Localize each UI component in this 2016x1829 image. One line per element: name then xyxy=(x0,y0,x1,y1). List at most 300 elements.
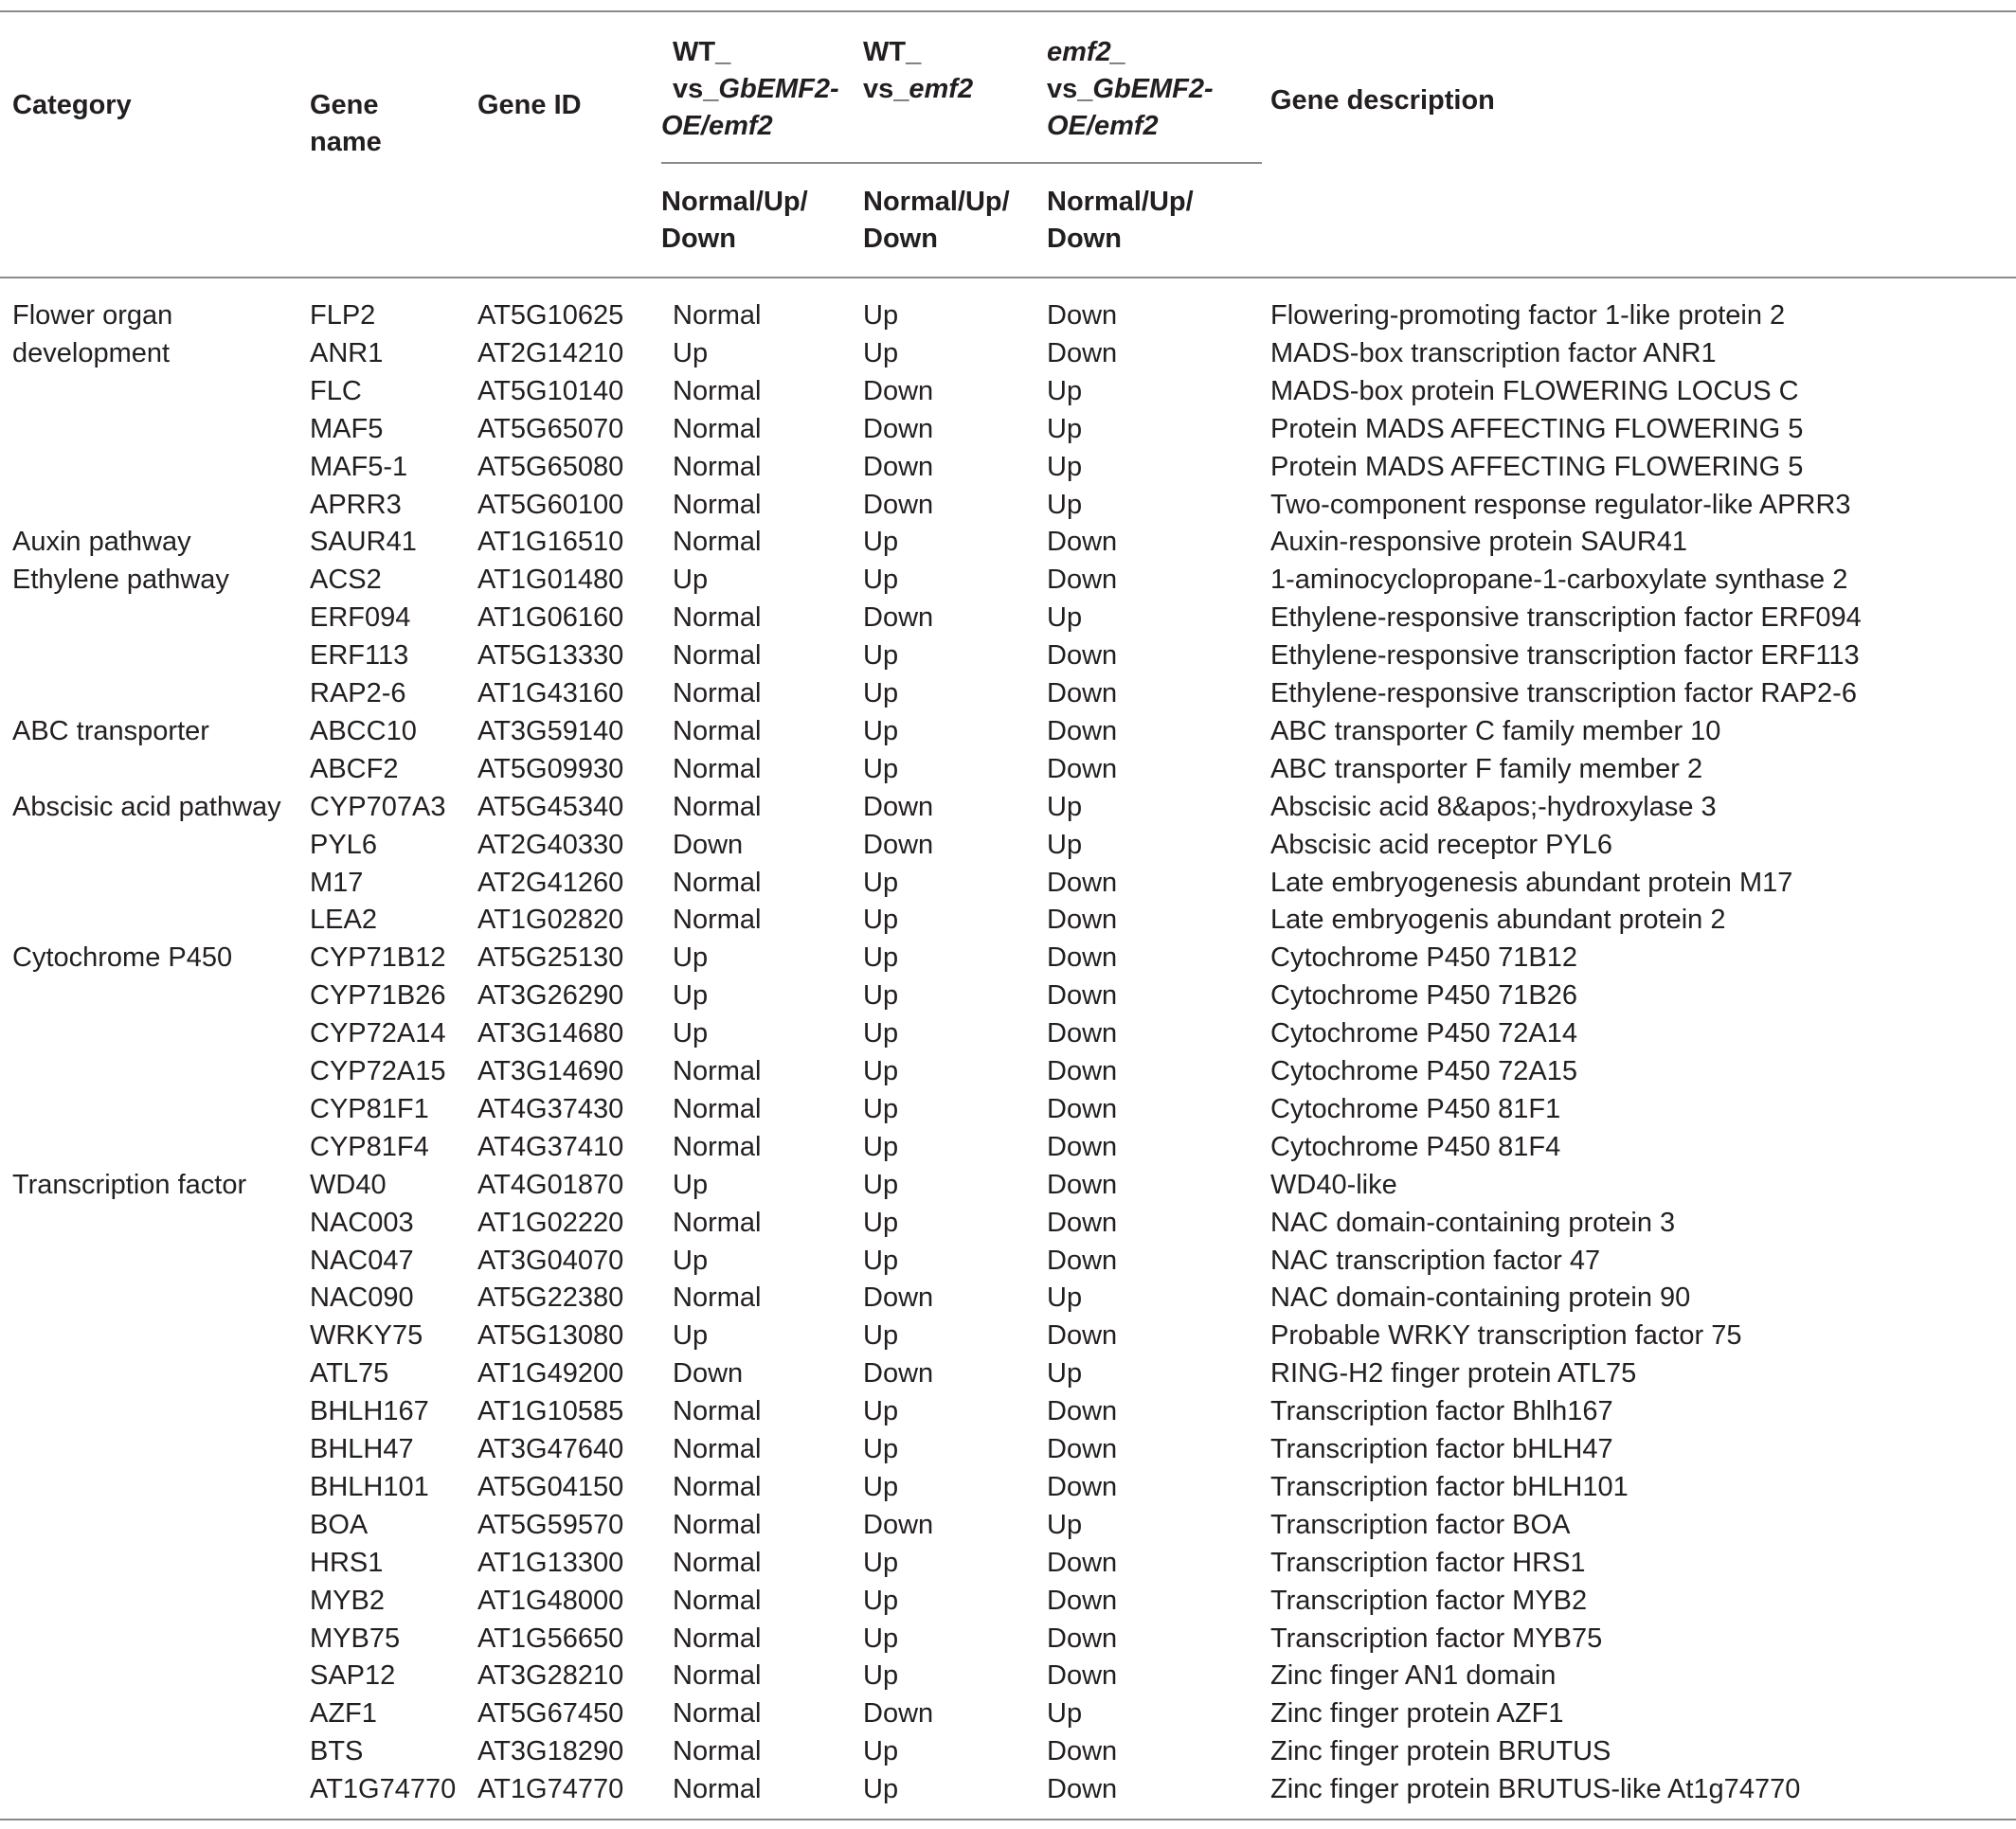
cmp2-status-cell: Down xyxy=(863,489,934,520)
cmp2-status-cell: Up xyxy=(863,1018,899,1049)
cmp2-status-cell: Up xyxy=(863,1547,899,1578)
gene-name-cell: CYP71B12 xyxy=(310,942,446,974)
cmp1-status-cell: Normal xyxy=(673,1282,762,1314)
cmp1-status-cell: Normal xyxy=(673,678,762,708)
cmp3-status-cell: Down xyxy=(1047,1471,1118,1502)
table-row xyxy=(0,1431,2016,1469)
gene-name-cell: ABCC10 xyxy=(310,715,417,746)
gene-id-cell: AT1G49200 xyxy=(477,1358,624,1390)
gene-id-cell: AT5G13080 xyxy=(477,1320,624,1352)
header-cmp2-line2: vs_emf2 xyxy=(863,74,974,104)
table-row xyxy=(0,751,2016,789)
cmp2-status-cell: Down xyxy=(863,602,934,634)
gene-description-cell: Late embryogenesis abundant protein M17 xyxy=(1270,867,1793,898)
header-gene-id: Gene ID xyxy=(477,90,582,120)
gene-id-cell: AT3G18290 xyxy=(477,1736,624,1767)
gene-name-cell: NAC090 xyxy=(310,1282,414,1314)
cmp1-status-cell: Up xyxy=(673,1320,709,1352)
cmp1-status-cell: Normal xyxy=(673,791,762,822)
cmp3-status-cell: Down xyxy=(1047,1320,1118,1352)
cmp1-status-cell: Normal xyxy=(673,602,762,634)
table-top-rule xyxy=(0,10,2016,12)
gene-id-cell: AT5G60100 xyxy=(477,489,624,520)
table-row xyxy=(0,1771,2016,1809)
gene-name-cell: BHLH101 xyxy=(310,1471,429,1502)
cmp2-status-cell: Down xyxy=(863,1698,934,1730)
gene-name-cell: NAC047 xyxy=(310,1245,414,1276)
gene-name-cell: CYP71B26 xyxy=(310,980,446,1012)
gene-description-cell: Protein MADS AFFECTING FLOWERING 5 xyxy=(1270,451,1804,482)
gene-description-cell: Ethylene-responsive transcription factor ERF094 xyxy=(1270,602,1862,634)
table-row xyxy=(0,600,2016,637)
gene-description-cell: Transcription factor Bhlh167 xyxy=(1270,1396,1613,1427)
header-cmp1-line3: OE/emf2 xyxy=(661,111,773,141)
gene-description-cell: Cytochrome P450 72A15 xyxy=(1270,1056,1578,1086)
cmp3-status-cell: Down xyxy=(1047,715,1118,746)
gene-id-cell: AT1G01480 xyxy=(477,565,624,596)
gene-description-cell: NAC transcription factor 47 xyxy=(1270,1245,1601,1276)
gene-name-cell: CYP81F4 xyxy=(310,1131,429,1162)
cmp1-status-cell: Normal xyxy=(673,300,762,331)
gene-name-cell: BTS xyxy=(310,1736,364,1767)
gene-id-cell: AT1G48000 xyxy=(477,1585,624,1616)
table-row xyxy=(0,1243,2016,1281)
gene-name-cell: ANR1 xyxy=(310,337,384,368)
gene-id-cell: AT1G16510 xyxy=(477,527,624,558)
table-row xyxy=(0,1583,2016,1621)
category-cell: Abscisic acid pathway xyxy=(12,791,281,822)
cmp2-status-cell: Up xyxy=(863,1774,899,1805)
table-row xyxy=(0,297,2016,335)
table-row xyxy=(0,1091,2016,1129)
cmp3-status-cell: Up xyxy=(1047,413,1083,444)
table-row xyxy=(0,449,2016,487)
gene-description-cell: Zinc finger protein BRUTUS-like At1g74770 xyxy=(1270,1774,1801,1805)
gene-name-cell: FLP2 xyxy=(310,300,376,331)
gene-description-cell: Abscisic acid 8&apos;-hydroxylase 3 xyxy=(1270,791,1717,822)
category-cell: Ethylene pathway xyxy=(12,565,229,596)
gene-id-cell: AT5G45340 xyxy=(477,791,624,822)
header-cmp3-line3: OE/emf2 xyxy=(1047,111,1159,141)
gene-description-cell: Cytochrome P450 71B12 xyxy=(1270,942,1578,974)
cmp1-status-cell: Normal xyxy=(673,527,762,558)
cmp1-status-cell: Normal xyxy=(673,640,762,672)
cmp3-status-cell: Down xyxy=(1047,905,1118,936)
gene-id-cell: AT3G47640 xyxy=(477,1434,624,1464)
gene-id-cell: AT1G10585 xyxy=(477,1396,624,1427)
cmp1-status-cell: Up xyxy=(673,1245,709,1276)
header-cmp3-line2: vs_GbEMF2- xyxy=(1047,74,1214,104)
cmp3-status-cell: Up xyxy=(1047,1282,1083,1314)
cmp3-status-cell: Down xyxy=(1047,1774,1118,1805)
cmp3-status-cell: Up xyxy=(1047,375,1083,406)
cmp2-status-cell: Up xyxy=(863,1320,899,1352)
cmp1-status-cell: Normal xyxy=(673,1093,762,1124)
gene-description-cell: Auxin-responsive protein SAUR41 xyxy=(1270,527,1688,558)
table-row xyxy=(0,1545,2016,1583)
cmp1-status-cell: Normal xyxy=(673,1623,762,1654)
cmp2-status-cell: Up xyxy=(863,1207,899,1238)
cmp1-status-cell: Down xyxy=(673,1358,744,1390)
table-row xyxy=(0,1469,2016,1507)
cmp3-status-cell: Down xyxy=(1047,300,1118,331)
table-row xyxy=(0,411,2016,449)
gene-id-cell: AT1G56650 xyxy=(477,1623,624,1654)
gene-name-cell: AZF1 xyxy=(310,1698,377,1730)
gene-name-cell: ERF113 xyxy=(310,640,409,672)
gene-name-cell: PYL6 xyxy=(310,829,377,860)
header-sub2-line2: Down xyxy=(863,224,938,254)
header-gene-name-line2: name xyxy=(310,127,382,157)
gene-id-cell: AT1G02820 xyxy=(477,905,624,936)
table-row xyxy=(0,1733,2016,1771)
cmp1-status-cell: Up xyxy=(673,565,709,596)
header-cmp3-line1: emf2_ xyxy=(1047,37,1126,67)
table-row xyxy=(0,1507,2016,1545)
table-row xyxy=(0,940,2016,977)
gene-description-cell: MADS-box transcription factor ANR1 xyxy=(1270,337,1717,368)
cmp1-status-cell: Up xyxy=(673,1169,709,1200)
cmp3-status-cell: Down xyxy=(1047,565,1118,596)
cmp1-status-cell: Normal xyxy=(673,375,762,406)
gene-id-cell: AT3G26290 xyxy=(477,980,624,1012)
gene-name-cell: WRKY75 xyxy=(310,1320,423,1352)
cmp2-status-cell: Up xyxy=(863,715,899,746)
cmp2-status-cell: Up xyxy=(863,753,899,784)
gene-id-cell: AT5G25130 xyxy=(477,942,624,974)
gene-description-cell: Zinc finger AN1 domain xyxy=(1270,1660,1557,1692)
cmp3-status-cell: Down xyxy=(1047,1207,1118,1238)
gene-id-cell: AT1G74770 xyxy=(477,1774,624,1805)
cmp2-status-cell: Up xyxy=(863,1245,899,1276)
table-row xyxy=(0,827,2016,865)
gene-description-cell: Zinc finger protein AZF1 xyxy=(1270,1698,1564,1730)
cmp2-status-cell: Down xyxy=(863,1509,934,1540)
table-row xyxy=(0,373,2016,411)
cmp1-status-cell: Down xyxy=(673,829,744,860)
gene-id-cell: AT4G37410 xyxy=(477,1131,624,1162)
gene-id-cell: AT3G59140 xyxy=(477,715,624,746)
cmp1-status-cell: Normal xyxy=(673,905,762,936)
gene-name-cell: M17 xyxy=(310,867,364,898)
gene-id-cell: AT5G67450 xyxy=(477,1698,624,1730)
gene-name-cell: ERF094 xyxy=(310,602,411,634)
gene-name-cell: FLC xyxy=(310,375,362,406)
cmp3-status-cell: Up xyxy=(1047,489,1083,520)
cmp3-status-cell: Down xyxy=(1047,1396,1118,1427)
gene-name-cell: HRS1 xyxy=(310,1547,384,1578)
cmp1-status-cell: Normal xyxy=(673,413,762,444)
table-row xyxy=(0,1658,2016,1695)
gene-id-cell: AT2G41260 xyxy=(477,867,624,898)
gene-name-cell: CYP72A15 xyxy=(310,1056,446,1086)
table-bottom-rule xyxy=(0,1819,2016,1820)
gene-description-cell: WD40-like xyxy=(1270,1169,1397,1200)
cmp1-status-cell: Normal xyxy=(673,1396,762,1427)
table-row xyxy=(0,1129,2016,1167)
gene-description-cell: Abscisic acid receptor PYL6 xyxy=(1270,829,1613,860)
cmp3-status-cell: Down xyxy=(1047,753,1118,784)
gene-name-cell: ACS2 xyxy=(310,565,382,596)
table-row xyxy=(0,865,2016,903)
table-row xyxy=(0,977,2016,1015)
gene-id-cell: AT5G59570 xyxy=(477,1509,624,1540)
table-row xyxy=(0,675,2016,713)
cmp3-status-cell: Down xyxy=(1047,640,1118,672)
cmp2-status-cell: Up xyxy=(863,1093,899,1124)
gene-description-cell: Probable WRKY transcription factor 75 xyxy=(1270,1320,1742,1352)
cmp1-status-cell: Normal xyxy=(673,753,762,784)
gene-description-cell: 1-aminocyclopropane-1-carboxylate synthase 2 xyxy=(1270,565,1848,596)
cmp3-status-cell: Up xyxy=(1047,451,1083,482)
cmp3-status-cell: Down xyxy=(1047,678,1118,708)
gene-id-cell: AT5G65080 xyxy=(477,451,624,482)
cmp2-status-cell: Up xyxy=(863,1660,899,1692)
cmp1-status-cell: Normal xyxy=(673,1509,762,1540)
gene-name-cell: MAF5-1 xyxy=(310,451,408,482)
table-row xyxy=(0,1355,2016,1393)
gene-id-cell: AT1G13300 xyxy=(477,1547,624,1578)
table-row xyxy=(0,1695,2016,1733)
gene-description-cell: Ethylene-responsive transcription factor ERF113 xyxy=(1270,640,1860,672)
gene-name-cell: MYB75 xyxy=(310,1623,401,1654)
cmp3-status-cell: Down xyxy=(1047,1018,1118,1049)
cmp2-status-cell: Down xyxy=(863,1282,934,1314)
gene-description-cell: Transcription factor MYB2 xyxy=(1270,1585,1588,1616)
table-row xyxy=(0,1015,2016,1053)
gene-name-cell: MYB2 xyxy=(310,1585,385,1616)
gene-name-cell: SAUR41 xyxy=(310,527,417,558)
gene-description-cell: Transcription factor MYB75 xyxy=(1270,1623,1603,1654)
gene-name-cell: NAC003 xyxy=(310,1207,414,1238)
table-row xyxy=(0,789,2016,827)
cmp3-status-cell: Down xyxy=(1047,1547,1118,1578)
gene-id-cell: AT3G14680 xyxy=(477,1018,624,1049)
header-sub1-line1: Normal/Up/ xyxy=(661,187,808,217)
cmp2-status-cell: Down xyxy=(863,375,934,406)
gene-description-cell: Cytochrome P450 81F4 xyxy=(1270,1131,1561,1162)
cmp2-status-cell: Up xyxy=(863,678,899,708)
gene-id-cell: AT3G28210 xyxy=(477,1660,624,1692)
gene-id-cell: AT1G06160 xyxy=(477,602,624,634)
cmp3-status-cell: Down xyxy=(1047,867,1118,898)
gene-name-cell: ABCF2 xyxy=(310,753,399,784)
gene-name-cell: CYP72A14 xyxy=(310,1018,446,1049)
cmp2-status-cell: Up xyxy=(863,1169,899,1200)
gene-description-cell: Flowering-promoting factor 1-like protein 2 xyxy=(1270,300,1786,331)
gene-description-cell: Transcription factor BOA xyxy=(1270,1509,1571,1540)
gene-id-cell: AT5G04150 xyxy=(477,1471,624,1502)
gene-id-cell: AT2G14210 xyxy=(477,337,624,368)
gene-description-cell: ABC transporter F family member 2 xyxy=(1270,753,1703,784)
gene-id-cell: AT5G10625 xyxy=(477,300,624,331)
gene-id-cell: AT3G04070 xyxy=(477,1245,624,1276)
header-cmp1-line2: vs_GbEMF2- xyxy=(673,74,839,104)
gene-id-cell: AT1G43160 xyxy=(477,678,624,708)
header-bottom-rule xyxy=(0,277,2016,278)
cmp3-status-cell: Up xyxy=(1047,1358,1083,1390)
cmp3-status-cell: Up xyxy=(1047,791,1083,822)
table-row xyxy=(0,562,2016,600)
cmp2-status-cell: Up xyxy=(863,640,899,672)
gene-id-cell: AT1G02220 xyxy=(477,1207,624,1238)
gene-name-cell: RAP2-6 xyxy=(310,678,406,708)
gene-description-cell: Two-component response regulator-like APRR3 xyxy=(1270,489,1851,520)
gene-description-cell: Transcription factor HRS1 xyxy=(1270,1547,1586,1578)
cmp1-status-cell: Normal xyxy=(673,1698,762,1730)
cmp3-status-cell: Up xyxy=(1047,602,1083,634)
header-sub3-line2: Down xyxy=(1047,224,1122,254)
category-cell: Cytochrome P450 xyxy=(12,942,233,974)
gene-description-cell: Transcription factor bHLH47 xyxy=(1270,1434,1613,1464)
cmp1-status-cell: Up xyxy=(673,942,709,974)
cmp1-status-cell: Normal xyxy=(673,715,762,746)
cmp2-status-cell: Down xyxy=(863,451,934,482)
header-gene-description: Gene description xyxy=(1270,85,1495,116)
table-row xyxy=(0,637,2016,675)
table-row xyxy=(0,1053,2016,1091)
header-sub2-line1: Normal/Up/ xyxy=(863,187,1010,217)
cmp2-status-cell: Up xyxy=(863,867,899,898)
cmp2-status-cell: Up xyxy=(863,300,899,331)
gene-description-cell: NAC domain-containing protein 90 xyxy=(1270,1282,1691,1314)
gene-name-cell: CYP707A3 xyxy=(310,791,446,822)
cmp2-status-cell: Up xyxy=(863,905,899,936)
cmp2-status-cell: Up xyxy=(863,527,899,558)
comparison-header-rule xyxy=(661,162,1262,164)
table-row xyxy=(0,1393,2016,1431)
gene-name-cell: AT1G74770 xyxy=(310,1774,457,1805)
gene-id-cell: AT4G37430 xyxy=(477,1093,624,1124)
cmp1-status-cell: Normal xyxy=(673,1660,762,1692)
cmp1-status-cell: Normal xyxy=(673,1471,762,1502)
cmp2-status-cell: Down xyxy=(863,829,934,860)
cmp2-status-cell: Up xyxy=(863,980,899,1012)
cmp2-status-cell: Up xyxy=(863,1585,899,1616)
cmp3-status-cell: Up xyxy=(1047,1509,1083,1540)
gene-description-cell: Protein MADS AFFECTING FLOWERING 5 xyxy=(1270,413,1804,444)
gene-id-cell: AT5G09930 xyxy=(477,753,624,784)
gene-name-cell: BOA xyxy=(310,1509,369,1540)
header-cmp1-line1: WT_ xyxy=(673,37,731,67)
cmp3-status-cell: Up xyxy=(1047,829,1083,860)
gene-name-cell: BHLH167 xyxy=(310,1396,429,1427)
gene-description-cell: Cytochrome P450 72A14 xyxy=(1270,1018,1578,1049)
gene-name-cell: LEA2 xyxy=(310,905,377,936)
table-row xyxy=(0,1167,2016,1205)
cmp2-status-cell: Up xyxy=(863,1434,899,1464)
cmp3-status-cell: Down xyxy=(1047,1660,1118,1692)
gene-id-cell: AT5G65070 xyxy=(477,413,624,444)
gene-description-cell: MADS-box protein FLOWERING LOCUS C xyxy=(1270,375,1799,406)
cmp2-status-cell: Up xyxy=(863,1056,899,1086)
cmp2-status-cell: Down xyxy=(863,413,934,444)
gene-id-cell: AT4G01870 xyxy=(477,1169,624,1200)
gene-name-cell: SAP12 xyxy=(310,1660,396,1692)
cmp1-status-cell: Normal xyxy=(673,1131,762,1162)
cmp1-status-cell: Normal xyxy=(673,867,762,898)
header-gene-name-line1: Gene xyxy=(310,90,379,120)
gene-description-cell: Cytochrome P450 81F1 xyxy=(1270,1093,1561,1124)
cmp2-status-cell: Up xyxy=(863,942,899,974)
gene-id-cell: AT5G13330 xyxy=(477,640,624,672)
gene-id-cell: AT5G10140 xyxy=(477,375,624,406)
cmp1-status-cell: Normal xyxy=(673,1056,762,1086)
gene-description-cell: ABC transporter C family member 10 xyxy=(1270,715,1721,746)
cmp3-status-cell: Down xyxy=(1047,1131,1118,1162)
cmp3-status-cell: Down xyxy=(1047,1169,1118,1200)
table-row xyxy=(0,487,2016,525)
header-sub3-line1: Normal/Up/ xyxy=(1047,187,1194,217)
cmp1-status-cell: Normal xyxy=(673,1547,762,1578)
gene-description-cell: Late embryogenis abundant protein 2 xyxy=(1270,905,1726,936)
gene-name-cell: ATL75 xyxy=(310,1358,389,1390)
table-row xyxy=(0,713,2016,751)
cmp2-status-cell: Down xyxy=(863,1358,934,1390)
cmp2-status-cell: Down xyxy=(863,791,934,822)
table-row xyxy=(0,1280,2016,1318)
cmp1-status-cell: Normal xyxy=(673,1434,762,1464)
cmp3-status-cell: Down xyxy=(1047,1434,1118,1464)
cmp1-status-cell: Normal xyxy=(673,1585,762,1616)
gene-id-cell: AT2G40330 xyxy=(477,829,624,860)
gene-name-cell: MAF5 xyxy=(310,413,384,444)
cmp3-status-cell: Down xyxy=(1047,1056,1118,1086)
gene-id-cell: AT3G14690 xyxy=(477,1056,624,1086)
cmp1-status-cell: Normal xyxy=(673,1736,762,1767)
cmp2-status-cell: Up xyxy=(863,1396,899,1427)
cmp1-status-cell: Normal xyxy=(673,489,762,520)
gene-description-cell: Zinc finger protein BRUTUS xyxy=(1270,1736,1611,1767)
table-row xyxy=(0,902,2016,940)
gene-id-cell: AT5G22380 xyxy=(477,1282,624,1314)
header-sub1-line2: Down xyxy=(661,224,736,254)
cmp2-status-cell: Up xyxy=(863,1471,899,1502)
category-cell: ABC transporter xyxy=(12,715,209,746)
gene-name-cell: WD40 xyxy=(310,1169,387,1200)
cmp3-status-cell: Down xyxy=(1047,980,1118,1012)
cmp1-status-cell: Up xyxy=(673,337,709,368)
cmp2-status-cell: Up xyxy=(863,565,899,596)
table-row xyxy=(0,1205,2016,1243)
cmp2-status-cell: Up xyxy=(863,1131,899,1162)
category-cell: development xyxy=(12,337,171,368)
cmp3-status-cell: Down xyxy=(1047,1623,1118,1654)
cmp3-status-cell: Down xyxy=(1047,942,1118,974)
cmp1-status-cell: Normal xyxy=(673,1774,762,1805)
table-row xyxy=(0,1318,2016,1355)
gene-description-cell: NAC domain-containing protein 3 xyxy=(1270,1207,1676,1238)
gene-name-cell: APRR3 xyxy=(310,489,402,520)
category-cell: Auxin pathway xyxy=(12,527,191,558)
cmp3-status-cell: Up xyxy=(1047,1698,1083,1730)
table-row xyxy=(0,1621,2016,1659)
cmp3-status-cell: Down xyxy=(1047,527,1118,558)
gene-description-cell: Ethylene-responsive transcription factor RAP2-6 xyxy=(1270,678,1857,708)
gene-description-cell: Transcription factor bHLH101 xyxy=(1270,1471,1629,1502)
cmp1-status-cell: Normal xyxy=(673,1207,762,1238)
table-row xyxy=(0,335,2016,373)
gene-name-cell: CYP81F1 xyxy=(310,1093,429,1124)
cmp1-status-cell: Normal xyxy=(673,451,762,482)
table-row xyxy=(0,524,2016,562)
cmp1-status-cell: Up xyxy=(673,980,709,1012)
cmp3-status-cell: Down xyxy=(1047,1585,1118,1616)
cmp2-status-cell: Up xyxy=(863,337,899,368)
category-cell: Flower organ xyxy=(12,300,173,331)
header-cmp2-line1: WT_ xyxy=(863,37,922,67)
gene-name-cell: BHLH47 xyxy=(310,1434,414,1464)
